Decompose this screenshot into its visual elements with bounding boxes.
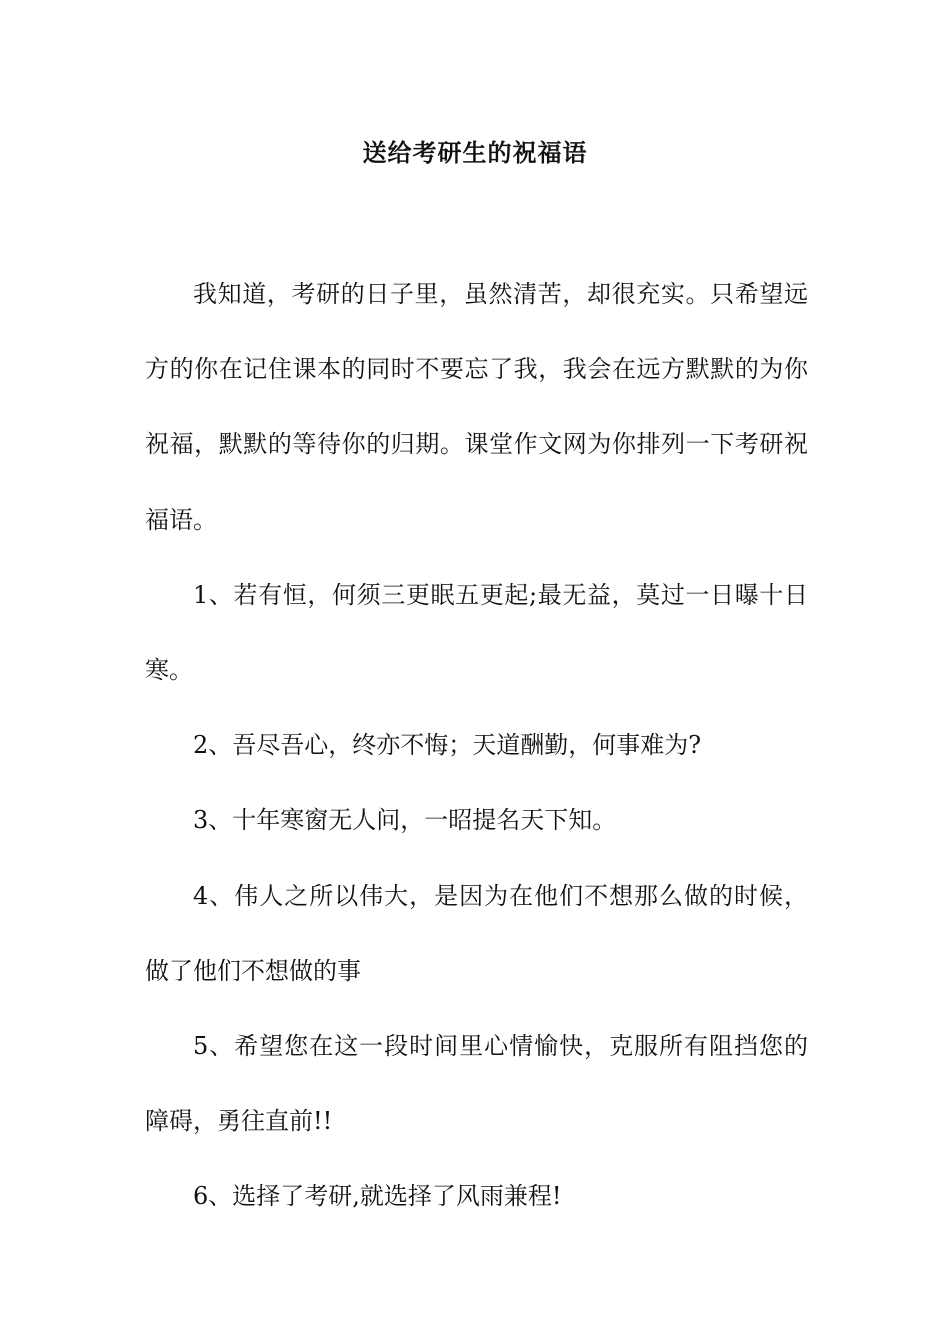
- blessing-item-2: 2、吾尽吾心，终亦不悔；天道酬勤，何事难为?: [193, 731, 702, 760]
- blessing-item-4: 4、伟人之所以伟大，是因为在他们不想那么做的时候，做了他们不想做的事: [145, 881, 808, 985]
- blessing-item-5: 5、希望您在这一段时间里心情愉快，克服所有阻挡您的障碍，勇往直前!!: [145, 1032, 808, 1136]
- document-body: [145, 257, 808, 1235]
- blessing-item-3: 3、十年寒窗无人问，一昭提名天下知。: [193, 806, 617, 835]
- blessing-item-1: 1、若有恒，何须三更眠五更起;最无益，莫过一日曝十日寒。: [145, 580, 808, 685]
- document-title: 送给考研生的祝福语: [362, 138, 588, 167]
- blessing-item-6: 6、选择了考研,就选择了风雨兼程!: [193, 1182, 562, 1211]
- intro-paragraph: 我知道，考研的日子里，虽然清苦，却很充实。只希望远方的你在记住课本的同时不要忘了我，我会在远方默默的为你祝福，默默的等待你的归期。课堂作文网为你排列一下考研祝福语。: [145, 280, 808, 534]
